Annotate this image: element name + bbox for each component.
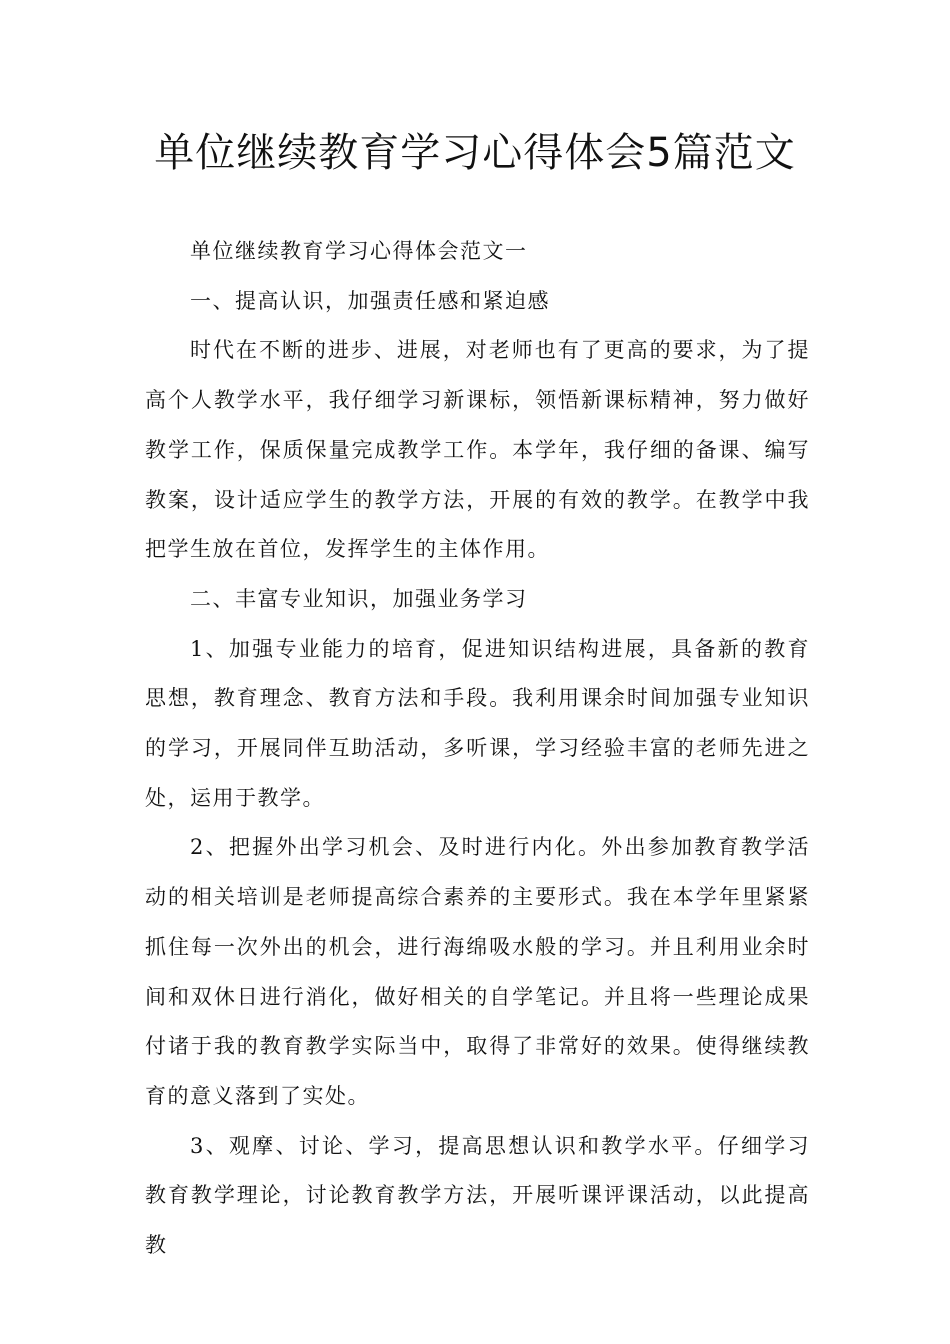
body-paragraph: 3、观摩、讨论、学习，提高思想认识和教学水平。仔细学习教育教学理论，讨论教育教学方法，开展听课评课活动，以此提高教 (145, 1133, 810, 1258)
body-paragraph: 2、把握外出学习机会、及时进行内化。外出参加教育教学活动的相关培训是老师提高综合素养的主要形式。我在本学年里紧紧抓住每一次外出的机会，进行海绵吸水般的学习。并且利用业余时间和双休日进行消化，做好相关的自学笔记。并且将一些理论成果付诸于我的教育教学实际当中，取得了非常好的效果。使得继续教育的意义落到了实处。 (145, 835, 810, 1108)
document-body (145, 227, 810, 1271)
subsection-heading: 二、丰富专业知识，加强业务学习 (190, 586, 528, 611)
document-title: 单位继续教育学习心得体会5篇范文 (154, 130, 796, 176)
section-heading: 单位继续教育学习心得体会范文一 (190, 239, 528, 263)
subsection-heading: 一、提高认识，加强责任感和紧迫感 (190, 288, 550, 313)
body-paragraph: 时代在不断的进步、进展，对老师也有了更高的要求，为了提高个人教学水平，我仔细学习新课标，领悟新课标精神，努力做好教学工作，保质保量完成教学工作。本学年，我仔细的备课、编写教案，设计适应学生的教学方法，开展的有效的教学。在教学中我把学生放在首位，发挥学生的主体作用。 (145, 338, 810, 562)
body-paragraph: 1、加强专业能力的培育，促进知识结构进展，具备新的教育思想，教育理念、教育方法和手段。我利用课余时间加强专业知识的学习，开展同伴互助活动，多听课，学习经验丰富的老师先进之处，运用于教学。 (145, 636, 810, 810)
